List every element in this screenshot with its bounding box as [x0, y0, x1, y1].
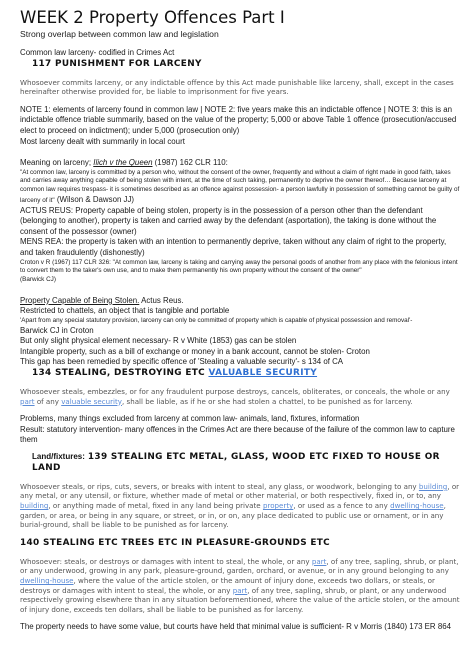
result-line: Result: statutory intervention- many offences in the Crimes Act are there because of the failure of the common law to capture them	[20, 424, 455, 445]
actus-reus: ACTUS REUS: Property capable of being stolen, property is in the possession of a person other than the defendant (belonging to another), property is taken and carried away by the defendant (asportation), the taking is done without the consent of the possessor (owner)	[20, 205, 437, 236]
intangible-line: Intangible property, such as a bill of exchange or money in a bank account, cannot be stolen- Croton	[20, 346, 370, 356]
dwelling-house-link-140[interactable]: dwelling-house	[20, 576, 74, 586]
building-link-1[interactable]: building	[418, 481, 448, 491]
minimal-value-line: The property needs to have some value, but courts have held that minimal value is sufficient- R v Morris (1840) 173 ER 864	[20, 622, 451, 632]
dwelling-house-link[interactable]: dwelling-house	[390, 501, 444, 511]
croton-quote: Croton v R (1967) 117 CLR 326: "At common law, larceny is taking and carrying away the personal goods of another from any place with the felonious intent to convert them to the taker's own use, and to make them permanently his own property without the consent of the owner"	[20, 258, 458, 275]
larceny-summary-note: Most larceny dealt with summarily in local court	[20, 136, 185, 146]
larceny-meaning: Meaning on larceny; Ilich v the Queen (1987) 162 CLR 110:	[20, 158, 228, 168]
croton-quote-attribution: (Barwick CJ)	[20, 275, 56, 283]
chattels-line: Restricted to chattels, an object that is tangible and portable	[20, 306, 230, 316]
property-capable-heading: Property Capable of Being Stolen. Actus Reus.	[20, 295, 184, 305]
part-link-140-1[interactable]: part	[311, 556, 327, 566]
problems-line: Problems, many things excluded from larceny at common law- animals, land, fixtures, information	[20, 414, 360, 424]
white-case-line: But only slight physical element necessary- R v White (1853) gas can be stolen	[20, 336, 297, 346]
part-link[interactable]: part	[20, 396, 35, 406]
larceny-notes: NOTE 1: elements of larceny found in common law | NOTE 2: five years make this an indictable offence | NOTE 3: this is an indictable offence triable summarily, based on the value of the property; 5,000 or above Table 1 offence (prosecution/accused elect to proceed on indictment); under 5,000 (prosecution only)	[20, 104, 457, 135]
mens-rea: MENS REA: the property is taken with an intention to permanently deprive, taken without any claim of right to the property, and taken fraudulently (dishonestly)	[20, 237, 447, 257]
section-117-text: Whosoever commits larceny, or any indictable offence by this Act made punishable like larceny, shall, except in the cases hereinafter otherwise provided for, be liable to imprisonment for five years.	[20, 77, 454, 97]
gap-remedied-line: This gap has been remedied by specific offence of 'Stealing a valuable security'- s 134 of CA	[20, 357, 344, 367]
barwick-quote: 'Apart from any special statutory provision, larceny can only be committed of property which is capable of physical possession and removal'-	[20, 316, 413, 324]
page-title: WEEK 2 Property Offences Part I	[20, 8, 285, 27]
barwick-line: Barwick CJ in Croton	[20, 325, 94, 335]
section-140-text: Whosoever: steals, or destroys or damages with intent to steal, the whole, or any part, of any tree, sapling, shrub, or plant, or any underwood, growing in any park, pleasure-ground, garden, orchard, or avenue, or in any ground belonging to any dwelling-house, where the value of the article stolen, or the amount of injury done, exceeds two dollars, or steals, or destroys or damages with intent to steal, the whole, or any part, of any tree, sapling, shrub, or plant, or any underwood respectively growing elsewhere than in any situation beforementioned, where the value of the article stolen, or the amount of injury done, exceeds ten dollars, shall be liable to be punished as for larceny.	[20, 556, 460, 614]
section-140-heading: 140 STEALING ETC TREES ETC IN PLEASURE-GROUNDS ETC	[20, 537, 331, 548]
section-139-text: Whosoever steals, or rips, cuts, severs, or breaks with intent to steal, any glass, or woodwork, belonging to any building, or any metal, or any utensil, or fixture, whether made of metal or other material, or both respectively, fixed in, or to, any building, or anything made of metal, fixed in any land being private property, or used as a fence to any dwelling-house, garden, or area, or being in any square, or street, or in, or on, any place dedicated to public use or ornament, or in any burial-ground, shall be liable to be punished as for larceny.	[20, 481, 460, 530]
property-link[interactable]: property	[262, 501, 294, 511]
building-link-2[interactable]: building	[20, 501, 49, 511]
section-139-heading: Land/fixtures: 139 STEALING ETC METAL, GLASS, WOOD ETC FIXED TO HOUSE OR LAND	[32, 451, 440, 473]
section-134-text: Whosoever steals, embezzles, or for any fraudulent purpose destroys, cancels, obliterates, or conceals, the whole or any part of any valuable security, shall be liable, as if he or she had stolen a chattel, to be punished as for larceny.	[20, 386, 450, 406]
page-subtitle: Strong overlap between common law and legislation	[20, 29, 219, 39]
larceny-intro: Common law larceny- codified in Crimes Act	[20, 48, 175, 57]
section-117-heading: 117 PUNISHMENT FOR LARCENY	[32, 58, 202, 69]
valuable-security-link[interactable]: VALUABLE SECURITY	[208, 367, 318, 378]
valuable-security-inline-link[interactable]: valuable security	[61, 396, 122, 406]
part-link-140-2[interactable]: part	[232, 585, 248, 595]
section-134-heading: 134 STEALING, DESTROYING ETC VALUABLE SECURITY	[32, 367, 318, 378]
case-link-ilich[interactable]: Ilich v the Queen	[93, 158, 153, 168]
ilich-quote: "At common law, larceny is committed by a person who, without the consent of the owner, frequently and without a claim of right made in good faith, takes and carries away anything capable of being stolen with intent, at the time of such taking, permanently to deprive the owner thereof… Because larceny at common law requires trespass- it is sometimes described as an offence against possession- a person lawfully in possession of something cannot be guilty of larceny of it" (Wilson & Dawson JJ)	[20, 168, 460, 204]
